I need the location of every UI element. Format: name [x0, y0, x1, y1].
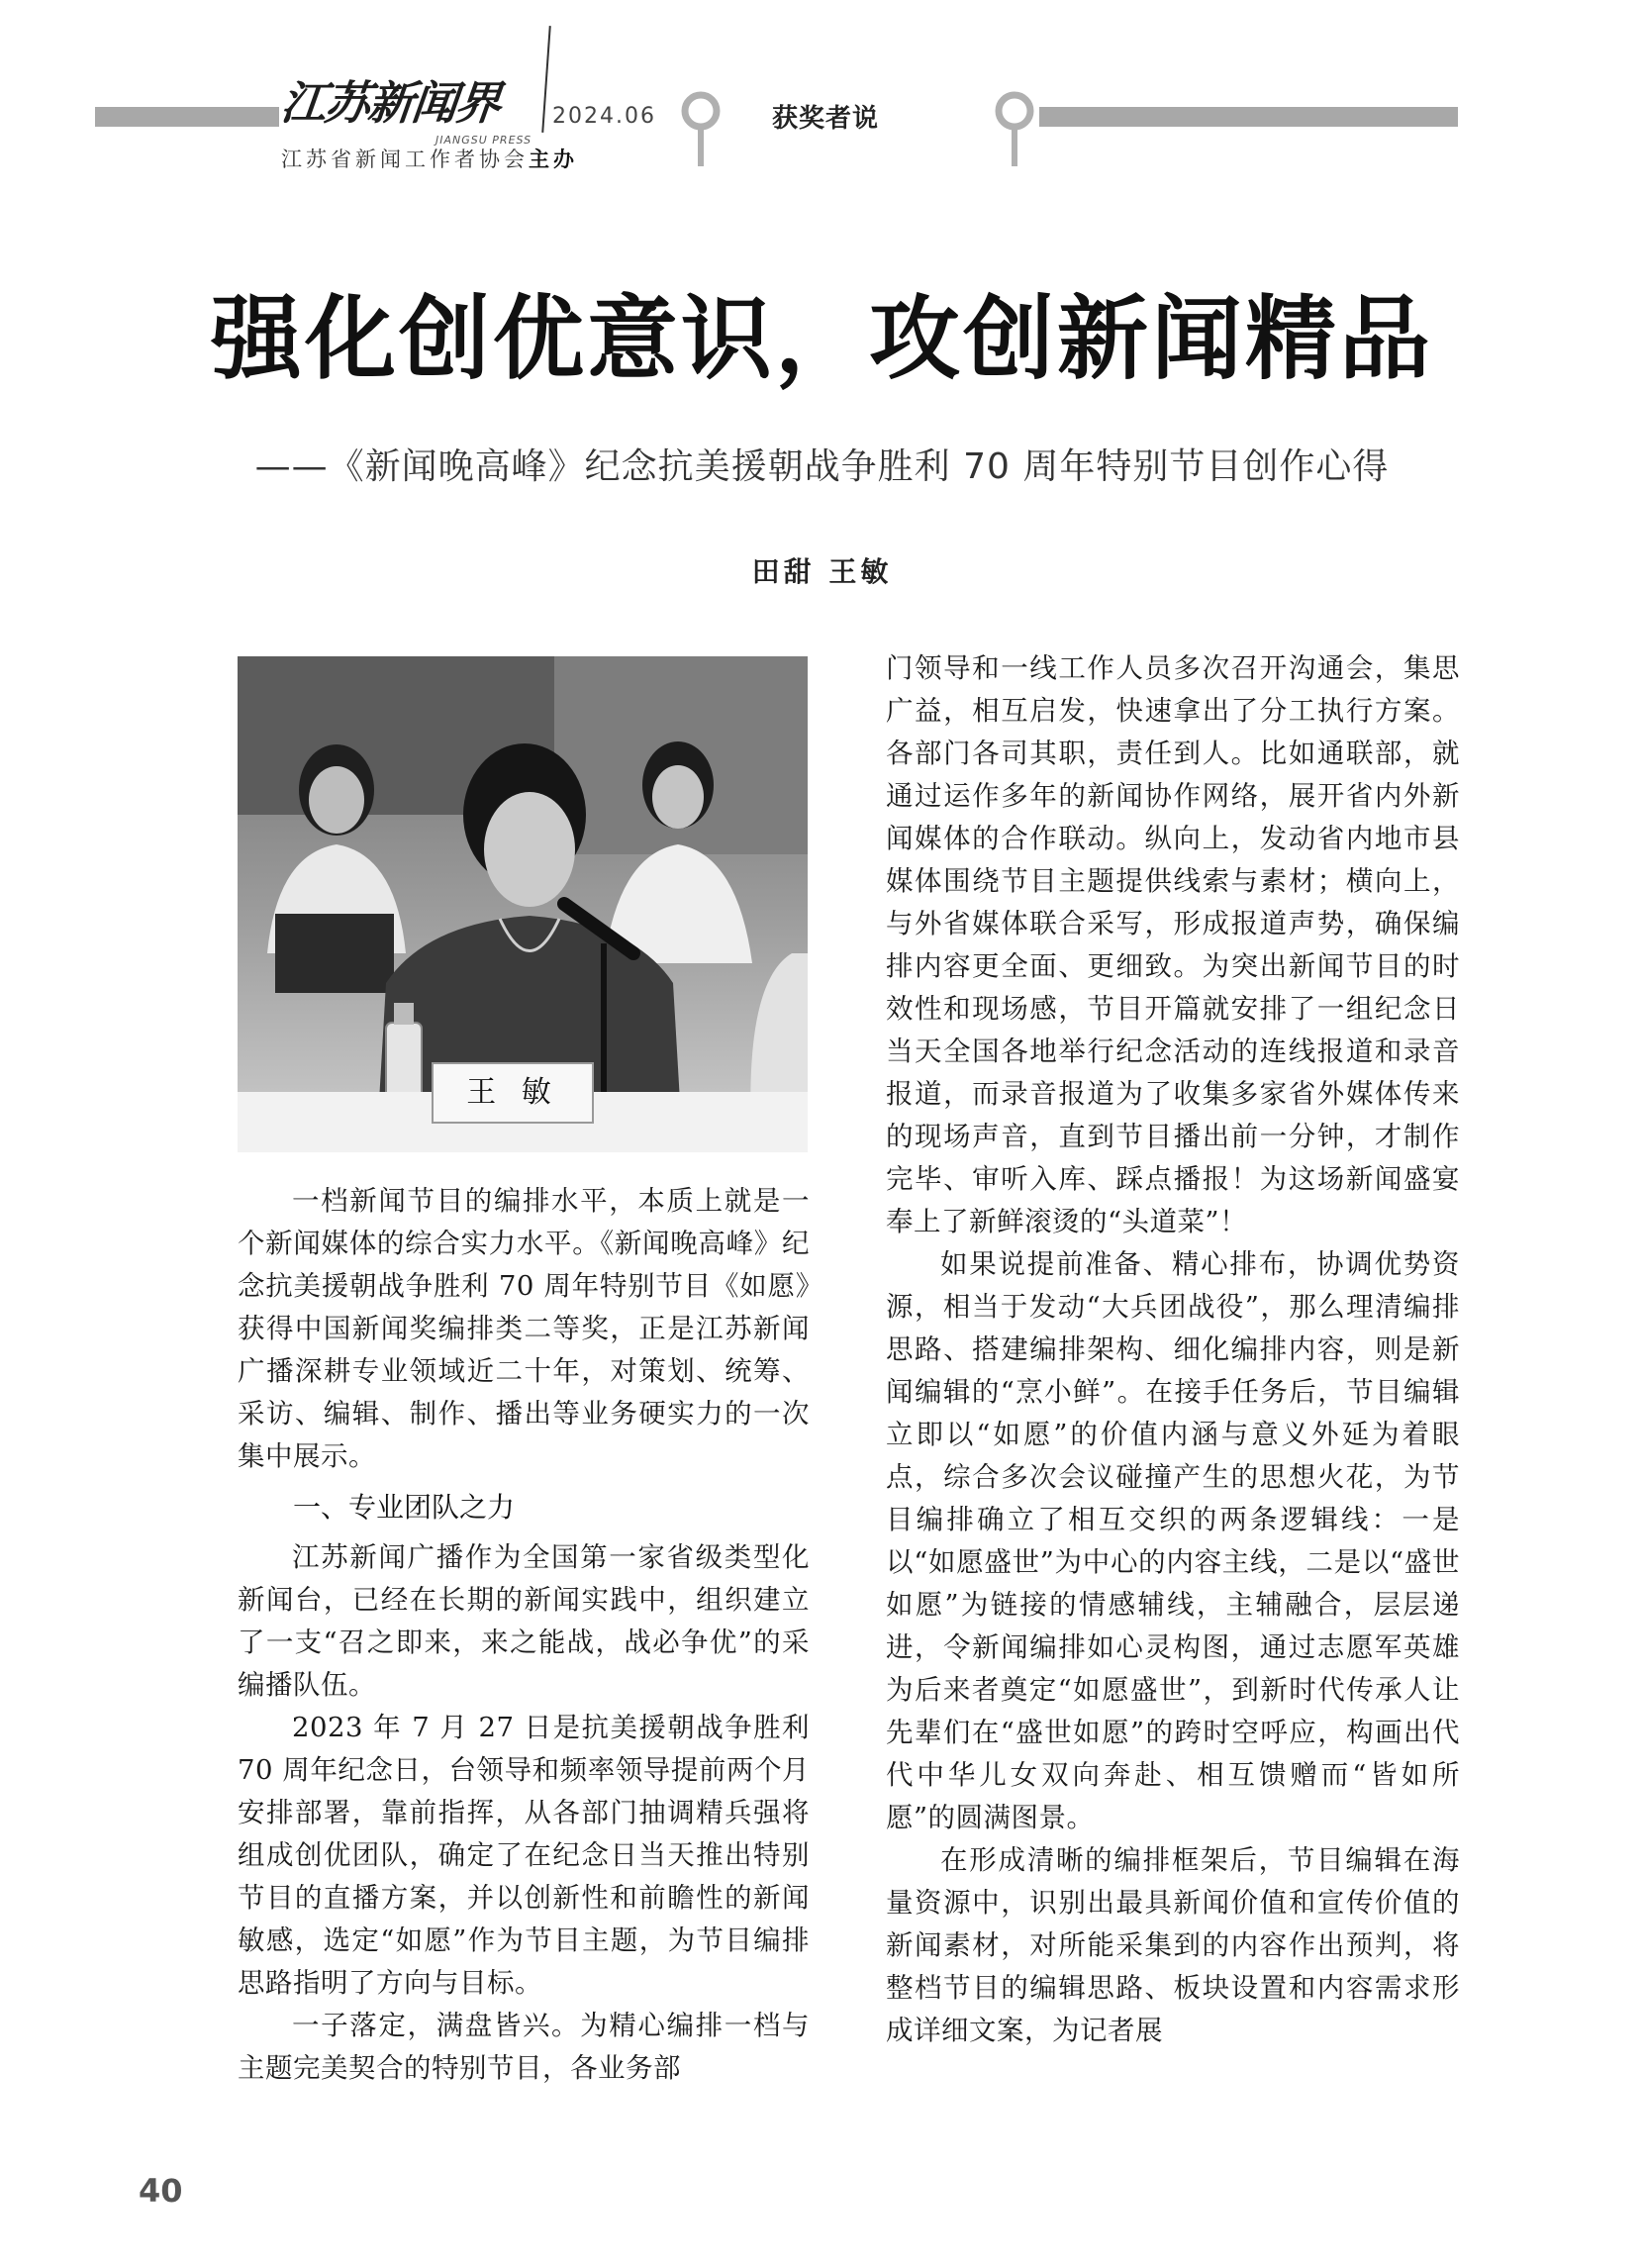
paragraph: 如果说提前准备、精心排布，协调优势资源，相当于发动“大兵团战役”，那么理清编排思路、搭建编排架构、细化编排内容，则是新闻编辑的“烹小鲜”。在接手任务后，节目编辑立即以“如愿”的价值内涵与意义外延为着眼点，综合多次会议碰撞产生的思想火花，为节目编排确立了相互交织的两条逻辑线：一是以“如愿盛世”为中心的内容主线，二是以“盛世如愿”为链接的情感辅线，主辅融合，层层递进，令新闻编排如心灵构图，通过志愿军英雄为后来者奠定“如愿盛世”，到新时代传承人让先辈们在“盛世如愿”的跨时空呼应，构画出代代中华儿女双向奔赴、相互馈赠而“皆如所愿”的圆满图景。 — [886, 1248, 1460, 1833]
paragraph: 一子落定，满盘皆兴。为精心编排一档与主题完美契合的特别节目，各业务部 — [238, 2010, 810, 2084]
paragraph: 门领导和一线工作人员多次召开沟通会，集思广益，相互启发，快速拿出了分工执行方案。各部门各司其职，责任到人。比如通联部，就通过运作多年的新闻协作网络，展开省内外新闻媒体的合作联动。纵向上，发动省内地市县媒体围绕节目主题提供线索与素材；横向上，与外省媒体联合采写，形成报道声势，确保编排内容更全面、更细致。为突出新闻节目的时效性和现场感，节目开篇就安排了一组纪念日当天全国各地举行纪念活动的连线报道和录音报道，而录音报道为了收集多家省外媒体传来的现场声音，直到节目播出前一分钟，才制作完毕、审听入库、踩点播报！为这场新闻盛宴奉上了新鲜滚烫的“头道菜”！ — [886, 652, 1460, 1237]
magazine-logo-english: JIANGSU PRESS — [435, 134, 532, 147]
left-column — [238, 1180, 810, 2219]
sponsor-suffix: 主办 — [529, 148, 578, 171]
paragraph: 在形成清晰的编排框架后，节目编辑在海量资源中，识别出最具新闻价值和宣传价值的新闻素材，对所能采集到的内容作出预判，将整档节目的编辑思路、板块设置和内容需求形成详细文案，为记者展 — [886, 1844, 1460, 2046]
right-column — [886, 647, 1460, 2219]
article-authors: 田甜 王敏 — [751, 555, 893, 588]
article-photo — [238, 656, 808, 1152]
paragraph: 一档新闻节目的编排水平，本质上就是一个新闻媒体的综合实力水平。《新闻晚高峰》纪念抗美援朝战争胜利 70 周年特别节目《如愿》获得中国新闻奖编排类二等奖，正是江苏新闻广播深耕专业领域近二十年，对策划、统筹、采访、编辑、制作、播出等业务硬实力的一次集中展示。 — [238, 1185, 810, 1472]
section-heading: 一、专业团队之力 — [293, 1491, 516, 1524]
paragraph: 江苏新闻广播作为全国第一家省级类型化新闻台，已经在长期的新闻实践中，组织建立了一支“召之即来，来之能战，战必争优”的采编播队伍。 — [238, 1541, 810, 1701]
section-label: 获奖者说 — [772, 104, 880, 134]
article-title: 强化创优意识，攻创新闻精品 — [210, 286, 1433, 392]
paragraph: 2023 年 7 月 27 日是抗美援朝战争胜利 70 周年纪念日，台领导和频率领导提前两个月安排部署，靠前指挥，从各部门抽调精兵强将组成创优团队，确定了在纪念日当天推出特别节目的直播方案，并以创新性和前瞻性的新闻敏感，选定“如愿”作为节目主题，为节目编排思路指明了方向与目标。 — [238, 1712, 810, 1999]
pin-icon — [678, 91, 724, 168]
article-subtitle: ——《新闻晚高峰》纪念抗美援朝战争胜利 70 周年特别节目创作心得 — [254, 446, 1390, 487]
header-divider — [541, 26, 551, 133]
nameplate: 王 敏 — [432, 1062, 594, 1124]
header-bar-left — [95, 107, 279, 127]
page-number: 40 — [139, 2172, 183, 2210]
magazine-logo: 江苏新闻界 — [278, 76, 502, 130]
sponsor-name: 江苏省新闻工作者协会 — [281, 148, 529, 171]
sponsor-line — [281, 146, 637, 173]
issue-number: 2024.06 — [552, 104, 656, 129]
header-bar-right — [1039, 107, 1458, 127]
pin-icon — [992, 91, 1037, 168]
